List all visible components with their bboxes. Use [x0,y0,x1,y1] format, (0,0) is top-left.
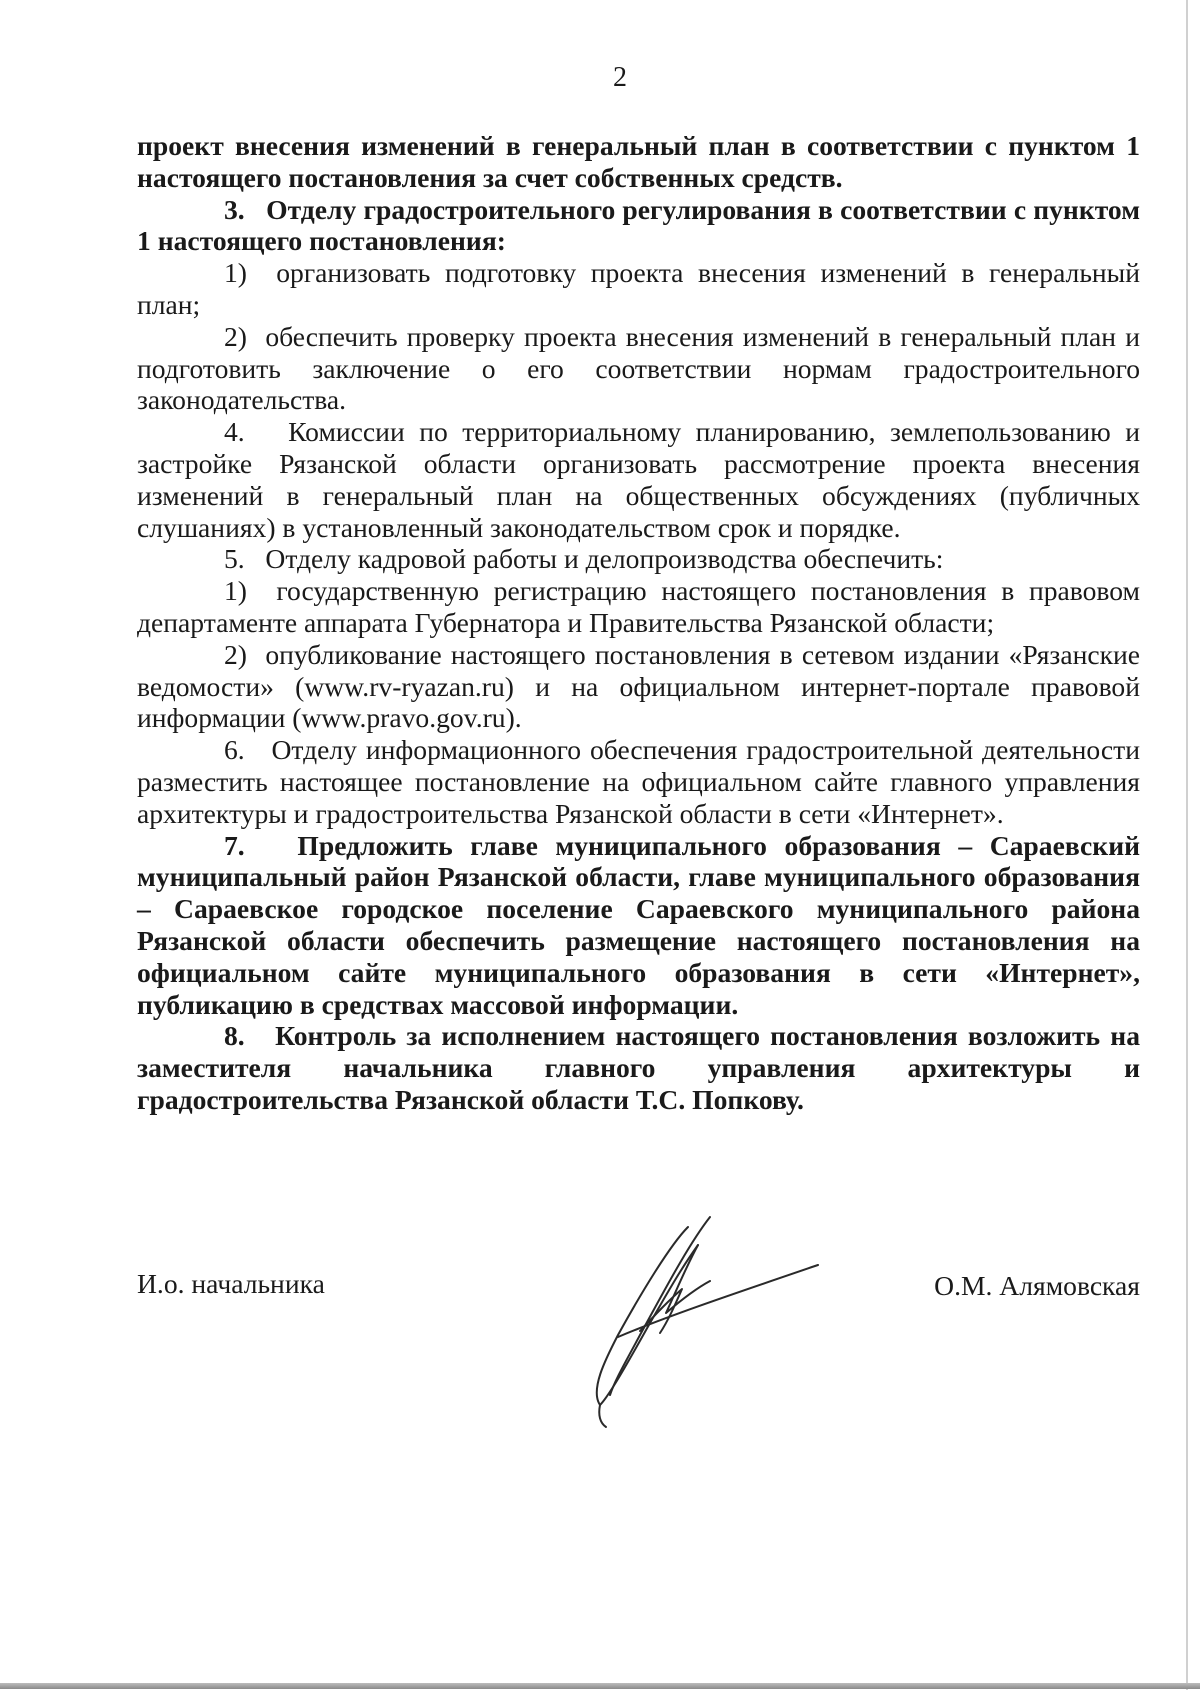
paragraph-item-5-2: 2) опубликование настоящего постановления в сетевом издании «Рязанские ведомости» (www.rv-ryazan.ru) и на официальном интернет-портале правовой информации (www.pravo.gov.ru). [137,638,1140,734]
scan-edge-right [1186,0,1188,1690]
scan-edge-bottom [0,1683,1200,1689]
paragraph-item-8: 8. Контроль за исполнением настоящего постановления возложить на заместителя начальника главного управления архитектуры и градостроительства Рязанской области Т.С. Попкову. [137,1020,1140,1115]
page-number: 2 [613,62,627,93]
paragraph-item-5-1: 1) государственную регистрацию настоящего постановления в правовом департаменте аппарата Губернатора и Правительства Рязанской области; [137,575,1140,638]
signatory-name: О.М. Алямовская [934,1270,1140,1301]
paragraph-continuation: проект внесения изменений в генеральный план в соответствии с пунктом 1 настоящего постановления за счет собственных средств. [137,130,1140,193]
paragraph-item-6: 6. Отделу информационного обеспечения градостроительной деятельности разместить настоящее постановление на официальном сайте главного управления архитектуры и градостроительства Рязанской области в сети «Интернет». [137,734,1140,829]
paragraph-item-7: 7. Предложить главе муниципального образования – Сараевский муниципальный район Рязанской области, главе муниципального образования – Сараевское городское поселение Сараевского муниципального района Рязанской области обеспечить размещение настоящего постановления на официальном сайте муниципального образования в сети «Интернет», публикацию в средствах массовой информации. [137,829,1140,1020]
paragraph-item-3-1: 1) организовать подготовку проекта внесения изменений в генеральный план; [137,257,1140,320]
handwritten-signature [570,1205,830,1435]
paragraph-item-5: 5. Отделу кадровой работы и делопроизводства обеспечить: [224,543,944,575]
paragraph-item-3: 3. Отделу градостроительного регулирования в соответствии с пунктом 1 настоящего постановления: [137,193,1140,257]
paragraph-item-4: 4. Комиссии по территориальному планированию, землепользованию и застройке Рязанской области организовать рассмотрение проекта внесения изменений в генеральный план на общественных обсуждениях (публичных слушаниях) в установленный законодательством срок и порядке. [137,416,1140,543]
signatory-title: И.о. начальника [137,1268,325,1299]
paragraph-item-3-2: 2) обеспечить проверку проекта внесения изменений в генеральный план и подготовить заключение о его соответствии нормам градостроительного законодательства. [137,320,1140,416]
document-body [137,130,1140,1116]
